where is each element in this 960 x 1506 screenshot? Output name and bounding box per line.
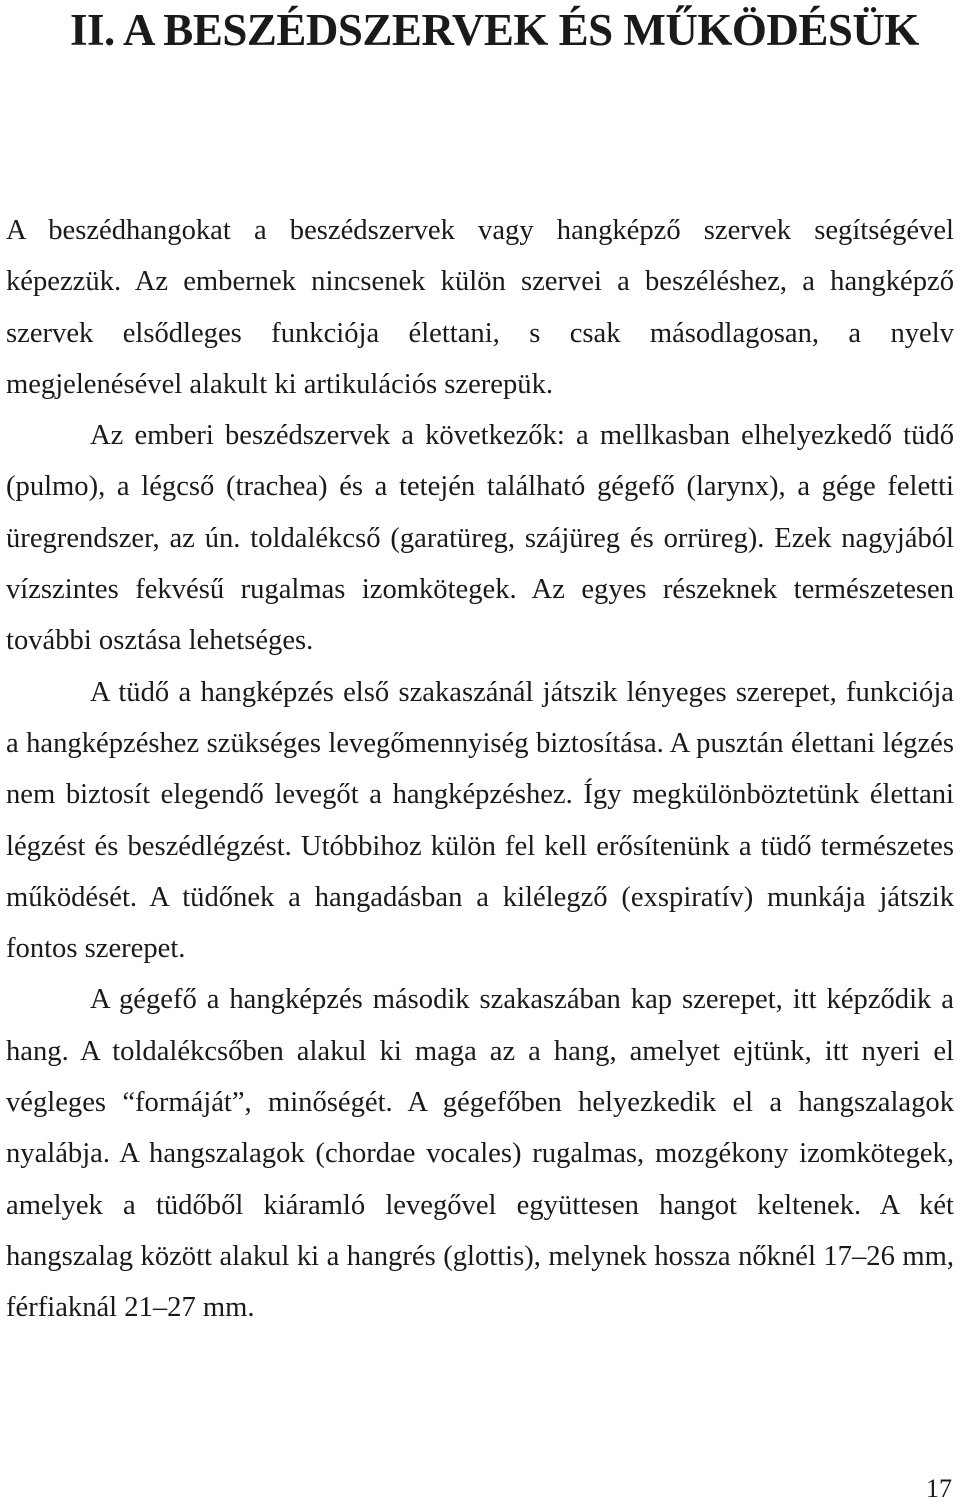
body-text (6, 205, 954, 1334)
paragraph-lungs: A tüdő a hangképzés első szakaszánál játszik lényeges szerepet, funkciója a hangképzéshez szükséges levegőmennyiség biztosítása. A pusztán élettani légzés nem biztosít elegendő levegőt a hangképzéshez. Így megkülönböztetünk élettani légzést és beszédlégzést. Utóbbihoz külön fel kell erősítenünk a tüdő természetes működését. A tüdőnek a hangadásban a kilélegző (exspiratív) munkája játszik fontos szerepet. (6, 676, 954, 965)
page-number: 17 (926, 1474, 952, 1503)
chapter-title: II. A BESZÉDSZERVEK ÉS MŰKÖDÉSÜK (70, 5, 919, 55)
paragraph-speech-organs: Az emberi beszédszervek a következők: a mellkasban elhelyezkedő tüdő (pulmo), a légcső (trachea) és a tetején található gégefő (larynx), a gége feletti üregrendszer, az ún. toldalékcső (garatüreg, szájüreg és orrüreg). Ezek nagyjából vízszintes fekvésű rugalmas izomkötegek. Az egyes részeknek természetesen további osztása lehetséges. (6, 420, 954, 657)
paragraph-larynx: A gégefő a hangképzés második szakaszában kap szerepet, itt képződik a hang. A toldalékcsőben alakul ki maga az a hang, amelyet ejtünk, itt nyeri el végleges “formáját”, minőségét. A gégefőben helyezkedik el a hangszalagok nyalábja. A hangszalagok (chordae vocales) rugalmas, mozgékony izomkötegek, amelyek a tüdőből kiáramló levegővel együttesen hangot keltenek. A két hangszalag között alakul ki a hangrés (glottis), melynek hossza nőknél 17–26 mm, férfiaknál 21–27 mm. (6, 984, 954, 1324)
paragraph-intro: A beszédhangokat a beszédszervek vagy hangképző szervek segítségével képezzük. Az embernek nincsenek külön szervei a beszéléshez, a hangképző szervek elsődleges funkciója élettani, s csak másodlagosan, a nyelv megjelenésével alakult ki artikulációs szerepük. (6, 215, 954, 400)
